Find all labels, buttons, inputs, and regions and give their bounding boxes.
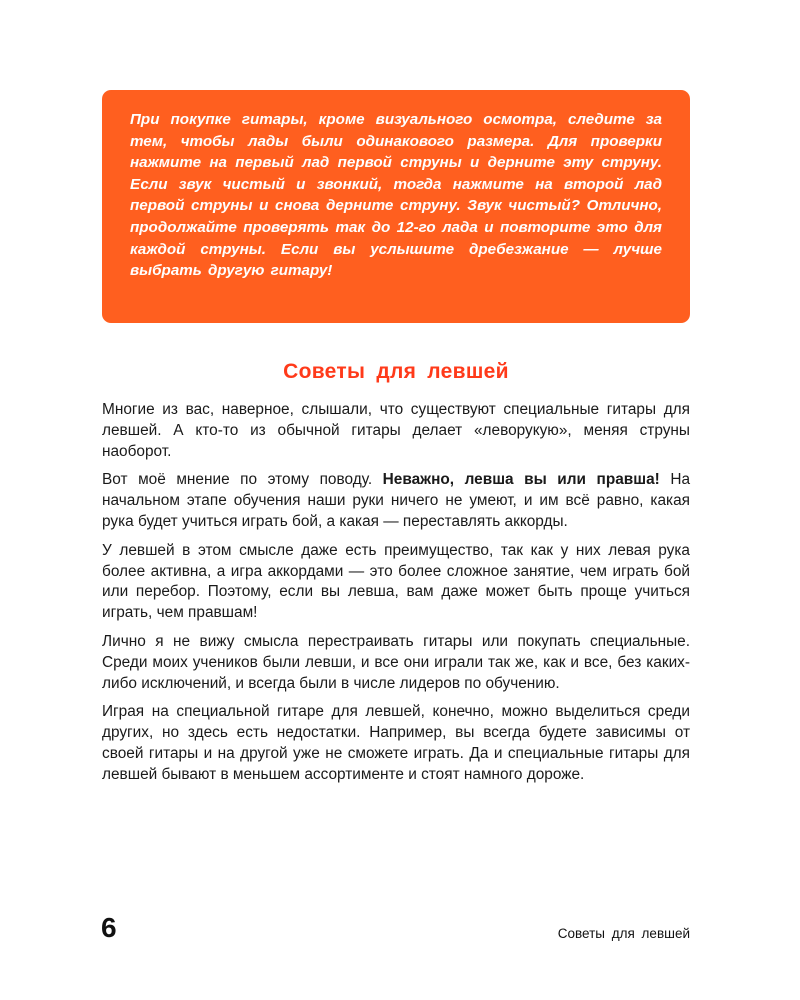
paragraph-2-emphasis: Неважно, левша вы или правша! bbox=[382, 471, 660, 489]
section-title: Советы для левшей bbox=[283, 360, 509, 383]
guitar-check-tip-box bbox=[102, 90, 690, 323]
tip-text: При покупке гитары, кроме визуального осмотра, следите за тем, чтобы лады были одинакового размера. Для проверки нажмите на первый лад первой струны и дерните эту струну. Если звук чистый и звонкий, тогда нажмите на второй лад первой струны и снова дерните струну. Звук чистый? Отлично, продолжайте проверять так до 12-го лада и повторите это для каждой струны. Если вы услышите дребезжание — лучше выбрать другую гитару! bbox=[130, 111, 662, 280]
paragraph-3: У левшей в этом смысле даже есть преимущество, так как у них левая рука более активна, а игра аккордами — это более сложное занятие, чем играть бой или перебор. Поэтому, если вы левша, вам даже может быть проще учиться играть, чем правшам! bbox=[102, 541, 690, 622]
paragraph-4: Лично я не вижу смысла перестраивать гитары или покупать специальные. Среди моих учеников были левши, и все они играли так же, как и все, без каких-либо исключений, и всегда были в числе лидеров по обучению. bbox=[102, 632, 690, 692]
paragraph-1: Многие из вас, наверное, слышали, что существуют специальные гитары для левшей. А кто-то из обычной гитары делает «леворукую», меняя струны наоборот. bbox=[102, 401, 690, 460]
paragraph-5: Играя на специальной гитаре для левшей, конечно, можно выделиться среди других, но здесь есть недостатки. Например, вы всегда будете зависимы от своей гитары и на другой уже не сможете играть. Да и специальные гитары для левшей бывают в меньшем ассортименте и стоят намного дороже. bbox=[102, 703, 690, 783]
running-head: Советы для левшей bbox=[557, 926, 690, 941]
paragraph-2 bbox=[102, 470, 690, 532]
paragraph-2-lead: Вот моё мнение по этому поводу. bbox=[102, 471, 383, 489]
paragraph-2-rest: На начальном этапе обучения наши руки ничего не умеют, и им всё равно, какая рука будет учиться играть бой, а какая — переставлять аккорды. bbox=[102, 471, 691, 530]
article-body bbox=[102, 400, 690, 794]
page-number: 6 bbox=[101, 912, 117, 943]
